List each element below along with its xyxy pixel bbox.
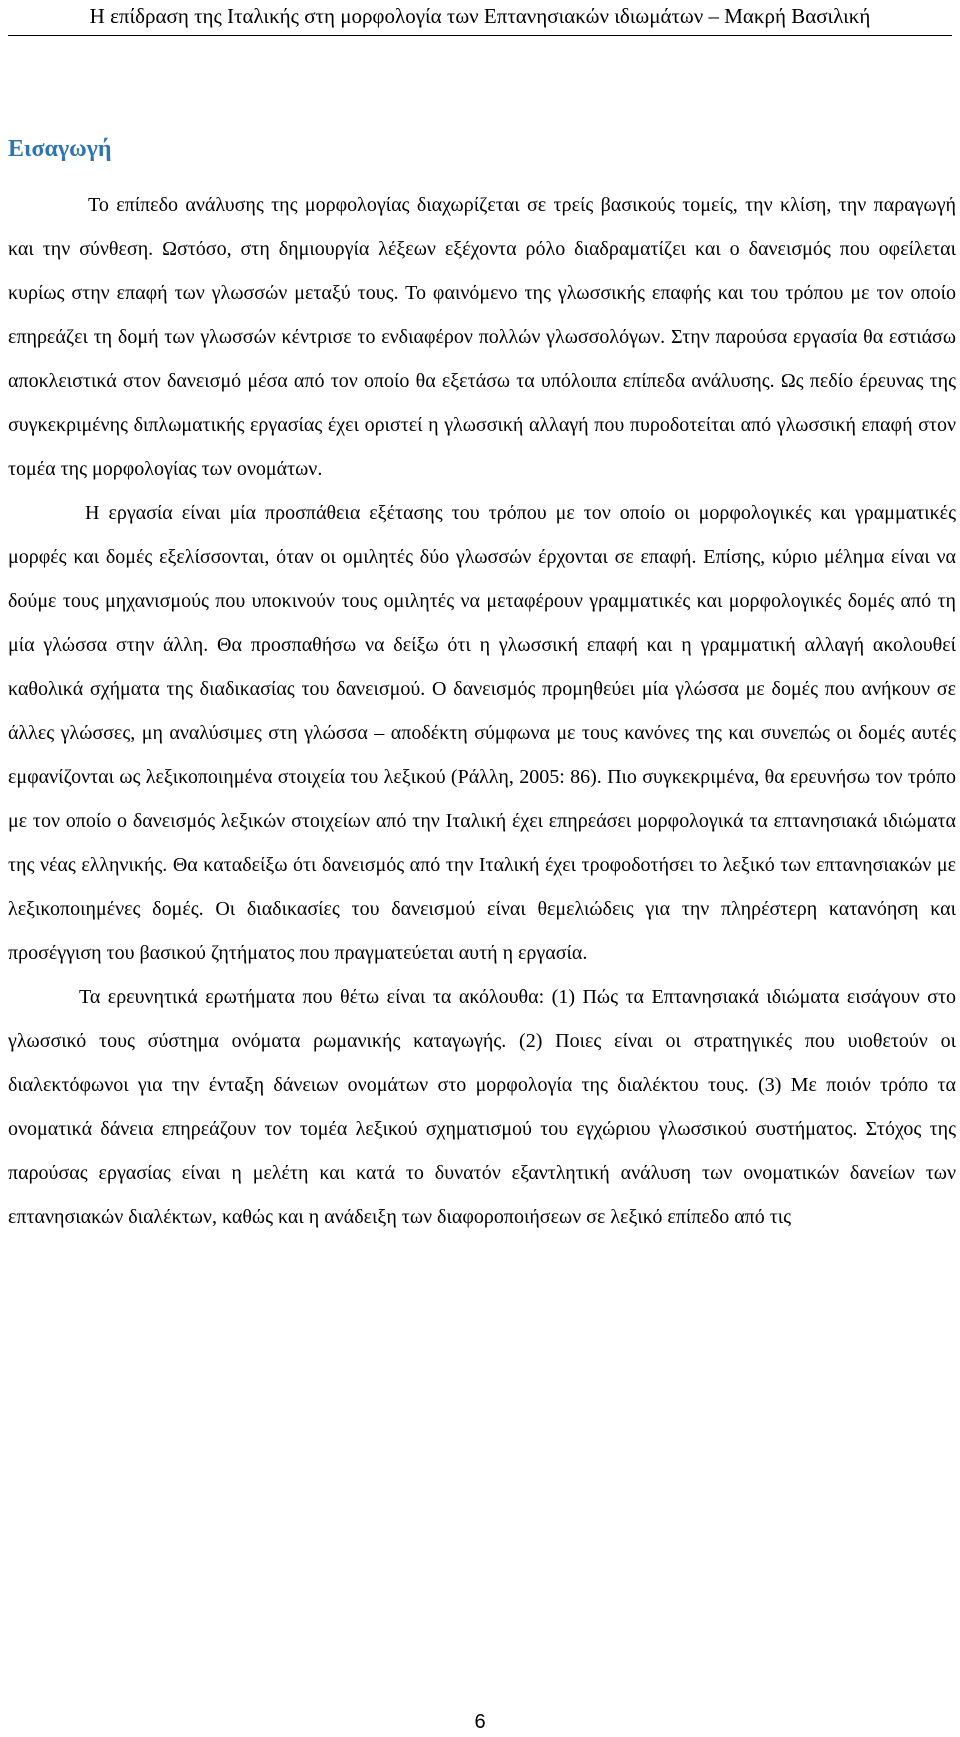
paragraph-3: Τα ερευνητικά ερωτήματα που θέτω είναι τα ακόλουθα: (1) Πώς τα Επτανησιακά ιδιώματα εισάγουν στο γλωσσικό τους σύστημα ονόματα ρωμανικής καταγωγής. (2) Ποιες είναι οι στρατηγικές που υιοθετούν οι διαλεκτόφωνοι για την ένταξη δάνειων ονομάτων στο μορφολογία της διαλέκτου τους. (3) Με ποιόν τρόπο τα ονοματικά δάνεια επηρεάζουν τον τομέα λεξικού σχηματισμού του εγχώριου γλωσσικού συστήματος. Στόχος της παρούσας εργασίας είναι η μελέτη και κατά το δυνατόν εξαντλητική ανάλυση των ονοματικών δανείων των επτανησιακών διαλέκτων, καθώς και η ανάδειξη των διαφοροποιήσεων σε λεξικό επίπεδο από τις [8, 986, 956, 1228]
running-header: Η επίδραση της Ιταλικής στη μορφολογία των Επτανησιακών ιδιωμάτων – Μακρή Βασιλική [89, 4, 871, 28]
header-rule [8, 35, 952, 36]
paragraph-2: Η εργασία είναι μία προσπάθεια εξέτασης του τρόπου με τον οποίο οι μορφολογικές και γραμματικές μορφές και δομές εξελίσσονται, όταν οι ομιλητές δύο γλωσσών έρχονται σε επαφή. Επίσης, κύριο μέλημα είναι να δούμε τους μηχανισμούς που υποκινούν τους ομιλητές να μεταφέρουν γραμματικές και μορφολογικές δομές από τη μία γλώσσα στην άλλη. Θα προσπαθήσω να δείξω ότι η γλωσσική επαφή και η γραμματική αλλαγή ακολουθεί καθολικά σχήματα της διαδικασίας του δανεισμού. Ο δανεισμός προμηθεύει μία γλώσσα με δομές που ανήκουν σε άλλες γλώσσες, μη αναλύσιμες στη γλώσσα – αποδέκτη σύμφωνα με τους κανόνες της και συνεπώς οι δομές αυτές εμφανίζονται ως λεξικοποιημένα στοιχεία του λεξικού (Ράλλη, 2005: 86). Πιο συγκεκριμένα, θα ερευνήσω τον τρόπο με τον οποίο ο δανεισμός λεξικών στοιχείων από την Ιταλική έχει επηρεάσει μορφολογικά τα επτανησιακά ιδιώματα της νέας ελληνικής. Θα καταδείξω ότι δανεισμός από την Ιταλική έχει τροφοδοτήσει το λεξικό των επτανησιακών με λεξικοποιημένες δομές. Οι διαδικασίες του δανεισμού είναι θεμελιώδεις για την πληρέστερη κατανόηση και προσέγγιση του βασικού ζητήματος που πραγματεύεται αυτή η εργασία. [8, 502, 956, 964]
section-heading: Εισαγωγή [8, 136, 112, 162]
paragraph-1: Το επίπεδο ανάλυσης της μορφολογίας διαχωρίζεται σε τρείς βασικούς τομείς, την κλίση, την παραγωγή και την σύνθεση. Ωστόσο, στη δημιουργία λέξεων εξέχοντα ρόλο διαδραματίζει και ο δανεισμός που οφείλεται κυρίως στην επαφή των γλωσσών μεταξύ τους. Το φαινόμενο της γλωσσικής επαφής και του τρόπου με τον οποίο επηρεάζει τη δομή των γλωσσών κέντρισε το ενδιαφέρον πολλών γλωσσολόγων. Στην παρούσα εργασία θα εστιάσω αποκλειστικά στον δανεισμό μέσα από τον οποίο θα εξετάσω τα υπόλοιπα επίπεδα ανάλυσης. Ως πεδίο έρευνας της συγκεκριμένης διπλωματικής εργασίας έχει οριστεί η γλωσσική αλλαγή που πυροδοτείται από γλωσσική επαφή στον τομέα της μορφολογίας των ονομάτων. [8, 194, 956, 480]
page-number: 6 [474, 1711, 486, 1733]
body-text [8, 183, 956, 1239]
